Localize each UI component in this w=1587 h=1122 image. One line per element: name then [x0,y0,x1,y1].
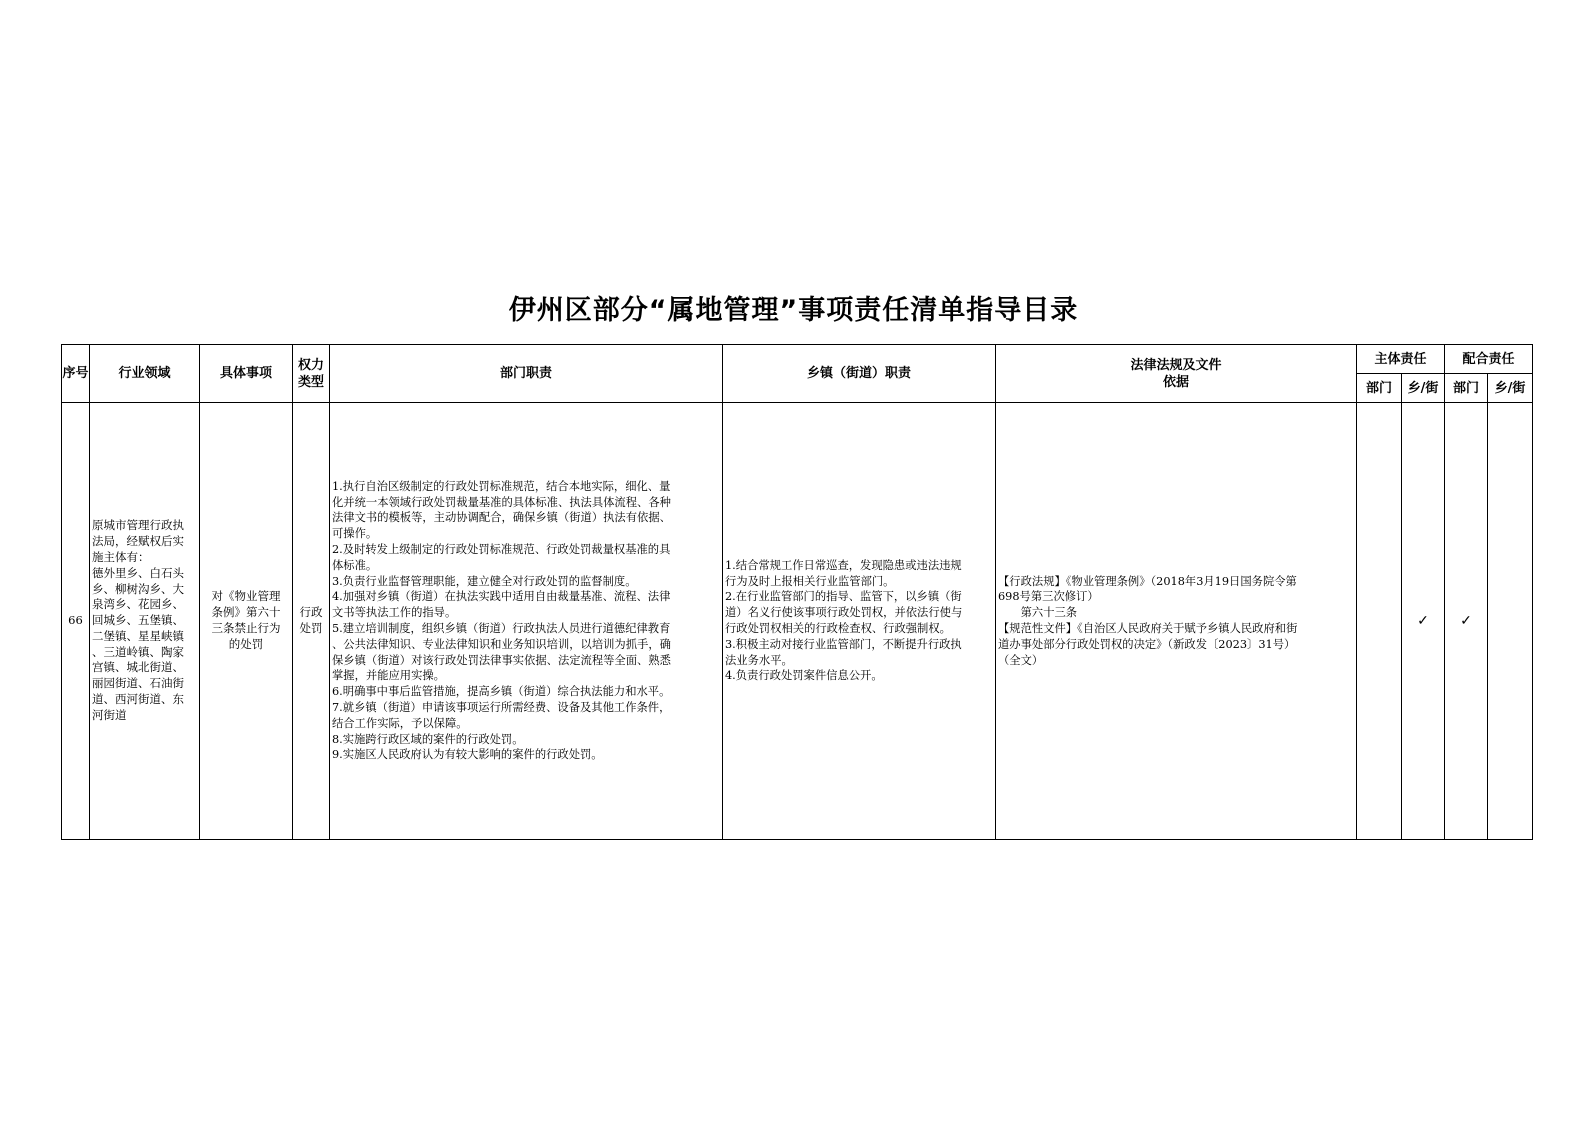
seq-cell: 66 [62,403,90,840]
text-line: 道、西河街道、东 [92,692,184,707]
item-cell [200,403,293,840]
text-line: 道）名义行使该事项行政处罚权，并依法行使与 [725,606,963,620]
text-line: 河街道 [92,707,127,722]
text-line: 法业务水平。 [725,653,793,667]
text-line: 2.及时转发上级制定的行政处罚标准规范、行政处罚裁量权基准的具 [332,543,671,557]
text-line: 3.负责行业监督管理职能，建立健全对行政处罚的监督制度。 [332,574,637,588]
power-type-cell [293,403,330,840]
text-line: 丽园街道、石油街 [92,676,184,691]
text-line: 行为及时上报相关行业监管部门。 [725,574,895,588]
town-duty-cell [723,403,996,840]
text-line: 8.实施跨行政区域的案件的行政处罚。 [332,732,524,746]
dept-duty-cell [330,403,723,840]
header-industry: 行业领域 [90,345,200,403]
main-town-check: ✓ [1402,403,1445,840]
coop-town-check [1488,403,1533,840]
text-line: 第六十三条 [998,606,1078,620]
text-line: 法律文书的模板等，主动协调配合，确保乡镇（街道）执法有依据、 [332,511,671,525]
header-main-dept: 部门 [1357,374,1402,403]
text-line: 5.建立培训制度，组织乡镇（街道）行政执法人员进行道德纪律教育 [332,622,671,635]
text-line: 1.结合常规工作日常巡查，发现隐患或违法违规 [725,558,962,572]
text-line: 结合工作实际，予以保障。 [332,716,468,730]
text-line: 保乡镇（街道）对该行政处罚法律事实依据、法定流程等全面、熟悉 [332,653,671,667]
text-line: 【规范性文件】《自治区人民政府关于赋予乡镇人民政府和街 [998,622,1298,635]
text-line: 施主体有： [92,549,150,564]
law-cell [996,403,1357,840]
text-line: 698号第三次修订） [998,590,1099,604]
text-line: 行政 [299,605,323,620]
text-line: 掌握，并能应用实操。 [332,669,445,683]
text-line: 道办事处部分行政处罚权的决定》（新政发〔2023〕31号） [998,637,1296,651]
header-law: 法律法规及文件依据 [996,345,1357,403]
text-line: 处罚 [299,621,323,635]
header-town-duty: 乡镇（街道）职责 [723,345,996,403]
text-line: 三条禁止行为 [211,621,281,635]
text-line: 7.就乡镇（街道）申请该事项运行所需经费、设备及其他工作条件， [332,700,671,714]
table-row [62,403,1533,840]
header-seq: 序号 [62,345,90,403]
text-line: 6.明确事中事后监管措施，提高乡镇（街道）综合执法能力和水平。 [332,685,671,699]
text-line: 4.负责行政处罚案件信息公开。 [725,669,883,683]
main-dept-check [1357,403,1402,840]
text-line: 条例》第六十 [211,605,281,620]
page-title: 伊州区部分“属地管理”事项责任清单指导目录 [508,295,1079,326]
header-main-responsibility: 主体责任 [1357,345,1445,374]
text-line: 乡、柳树沟乡、大 [92,581,184,596]
text-line: 1.执行自治区级制定的行政处罚标准规范，结合本地实际，细化、量 [332,479,671,493]
header-dept-duty: 部门职责 [330,345,723,403]
text-line: 泉湾乡、花园乡、 [92,597,184,612]
header-main-town: 乡/街 [1402,374,1445,403]
industry-cell [90,403,200,840]
text-line: 法局，经赋权后实 [92,534,184,549]
header-row-1 [62,345,1533,374]
text-line: 原城市管理行政执 [92,518,184,533]
text-line: 回城乡、五堡镇、 [92,613,184,628]
header-item: 具体事项 [200,345,293,403]
header-coop-town: 乡/街 [1488,374,1533,403]
header-coop-dept: 部门 [1445,374,1488,403]
text-line: 可操作。 [332,527,378,541]
text-line: 的处罚 [228,636,264,651]
text-line: 3.积极主动对接行业监管部门，不断提升行政执 [725,637,962,651]
text-line: 对《物业管理 [211,589,281,604]
text-line: 二堡镇、星星峡镇 [92,628,184,643]
text-line: 【行政法规】《物业管理条例》（2018年3月19日国务院令第 [998,574,1297,588]
text-line: 化并统一本领域行政处罚裁量基准的具体标准、执法具体流程、各种 [332,495,671,509]
text-line: 4.加强对乡镇（街道）在执法实践中适用自由裁量基准、流程、法律 [332,590,671,604]
header-coop-responsibility: 配合责任 [1445,345,1533,374]
text-line: 、公共法律知识、专业法律知识和业务知识培训，以培训为抓手，确 [332,637,671,651]
text-line: 德外里乡、白石头 [92,565,184,580]
responsibility-table [61,344,1533,840]
text-line: 9.实施区人民政府认为有较大影响的案件的行政处罚。 [332,748,603,762]
text-line: 体标准。 [332,558,378,572]
text-line: 、三道岭镇、陶家 [92,644,184,659]
text-line: 宫镇、城北街道、 [92,660,184,675]
text-line: 文书等执法工作的指导。 [332,606,457,620]
text-line: 2.在行业监管部门的指导、监管下，以乡镇（街 [725,590,962,604]
text-line: （全文） [998,653,1044,667]
text-line: 行政处罚权相关的行政检查权、行政强制权。 [725,622,951,635]
header-power-type: 权力类型 [293,345,330,403]
coop-dept-check: ✓ [1445,403,1488,840]
